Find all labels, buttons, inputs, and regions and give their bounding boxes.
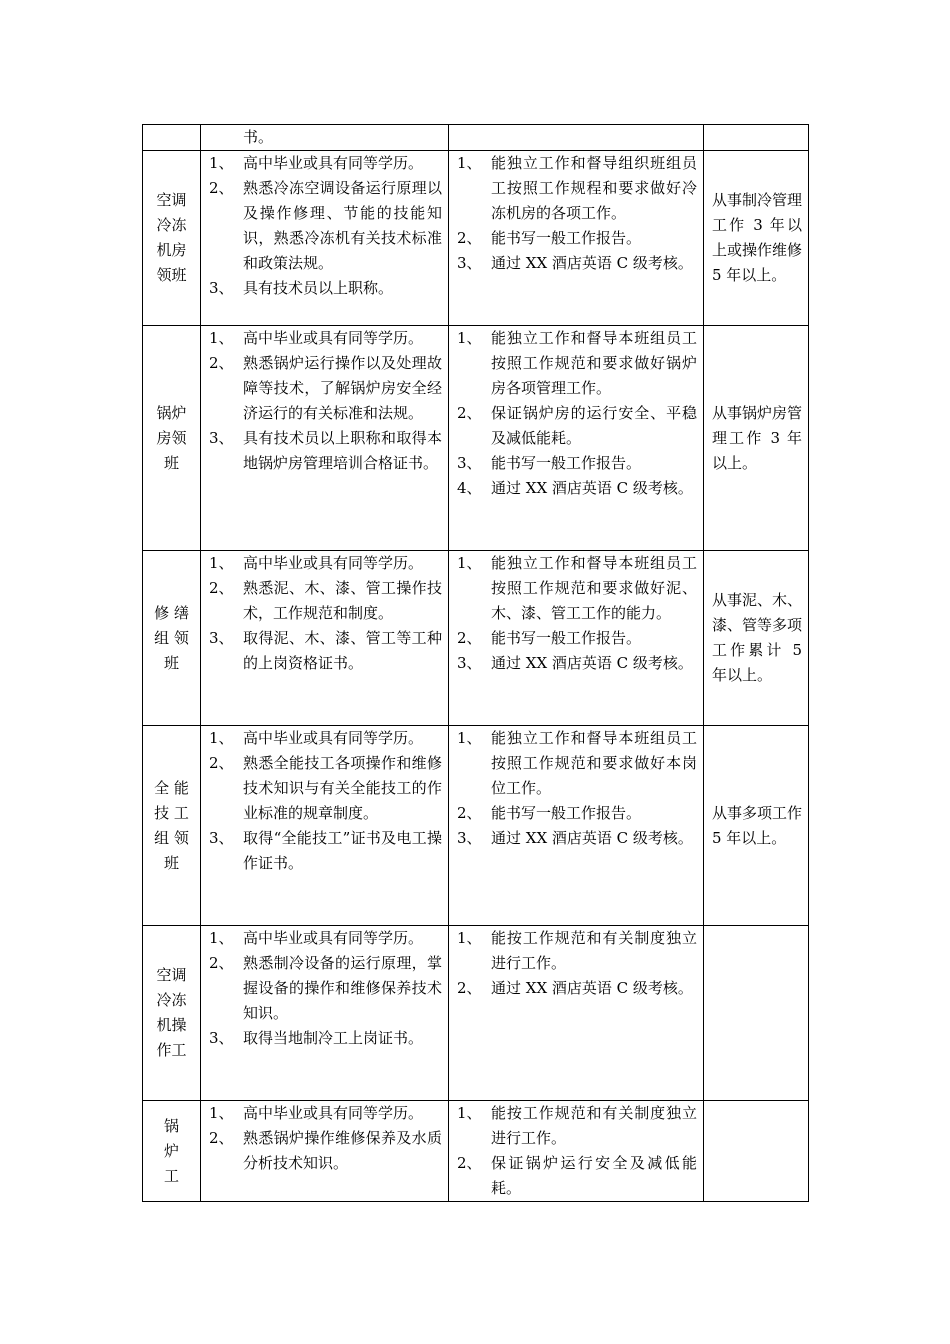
list-item <box>201 276 448 301</box>
qualification-list <box>201 726 448 876</box>
list-item-text: 能书写一般工作报告。 <box>491 454 642 472</box>
list-item-text: 高中毕业或具有同等学历。 <box>243 929 424 947</box>
ability-cell <box>449 1101 704 1202</box>
qualification-cell <box>201 551 449 726</box>
list-item-text: 熟悉全能技工各项操作和维修技术知识与有关全能技工的作业标准的规章制度。 <box>243 754 442 822</box>
list-item-text: 能按工作规范和有关制度独立进行工作。 <box>491 1104 697 1147</box>
list-item-text: 保证锅炉运行安全及减低能耗。 <box>491 1154 697 1197</box>
table-row <box>143 926 809 1101</box>
list-item-number: 2、 <box>209 579 234 597</box>
list-item <box>449 451 703 476</box>
list-item-text: 高中毕业或具有同等学历。 <box>243 329 424 347</box>
list-item-text: 高中毕业或具有同等学历。 <box>243 554 424 572</box>
position-title-line: 修 缮 <box>154 603 189 622</box>
position-title-cell <box>143 1101 201 1202</box>
list-item-text: 通过 XX 酒店英语 C 级考核。 <box>491 829 693 847</box>
qualification-list <box>201 1101 448 1176</box>
list-item-number: 1、 <box>457 554 482 572</box>
list-item-number: 3、 <box>457 254 482 272</box>
list-item-text: 熟悉锅炉操作维修保养及水质分析技术知识。 <box>243 1129 442 1172</box>
list-item <box>449 651 703 676</box>
list-item <box>201 125 448 150</box>
table-row <box>143 125 809 151</box>
list-item-number: 3、 <box>209 1029 234 1047</box>
list-item-text: 能独立工作和督导本班组员工按照工作规范和要求做好锅炉房各项管理工作。 <box>491 329 697 397</box>
ability-cell <box>449 151 704 326</box>
position-title-line: 班 <box>163 653 179 672</box>
ability-cell <box>449 125 704 151</box>
list-item-text: 能书写一般工作报告。 <box>491 229 642 247</box>
list-item <box>449 551 703 626</box>
list-item-text: 取得当地制冷工上岗证书。 <box>243 1029 424 1047</box>
qualification-cell <box>201 125 449 151</box>
list-item-text: 能书写一般工作报告。 <box>491 804 642 822</box>
ability-list <box>449 726 703 851</box>
list-item-number: 1、 <box>457 154 482 172</box>
list-item-text: 取得“全能技工”证书及电工操作证书。 <box>243 829 442 872</box>
qualification-cell <box>201 1101 449 1202</box>
qualification-list <box>201 551 448 676</box>
position-title-line: 冷冻 <box>156 216 187 234</box>
list-item-number: 2、 <box>209 954 234 972</box>
position-title-line: 工 <box>163 1166 179 1185</box>
position-title-line: 作工 <box>156 1041 187 1059</box>
list-item <box>201 1101 448 1126</box>
list-item-number: 1、 <box>209 554 234 572</box>
list-item-number: 1、 <box>457 1104 482 1122</box>
list-item <box>201 1026 448 1051</box>
experience-text: 从事泥、木、漆、管等多项工作累计 5 年以上。 <box>712 591 803 684</box>
position-title-cell <box>143 326 201 551</box>
list-item-text: 具有技术员以上职称和取得本地锅炉房管理培训合格证书。 <box>243 429 442 472</box>
experience-text: 从事锅炉房管理工作 3 年以上。 <box>712 403 803 472</box>
list-item <box>201 726 448 751</box>
list-item-number: 3、 <box>209 429 234 447</box>
ability-cell <box>449 926 704 1101</box>
list-item-text: 具有技术员以上职称。 <box>243 279 394 297</box>
list-item <box>449 326 703 401</box>
list-item-number: 2、 <box>457 229 482 247</box>
list-item-number: 2、 <box>457 979 482 997</box>
list-item-text: 熟悉锅炉运行操作以及处理故障等技术，了解锅炉房安全经济运行的有关标准和法规。 <box>243 354 442 422</box>
position-title-line: 班 <box>163 853 179 872</box>
table-row <box>143 151 809 326</box>
list-item <box>201 751 448 826</box>
list-item-text: 能独立工作和督导本班组员工按照工作规范和要求做好本岗位工作。 <box>491 729 697 797</box>
list-item-text: 高中毕业或具有同等学历。 <box>243 1104 424 1122</box>
list-item-number: 2、 <box>457 629 482 647</box>
list-item <box>449 726 703 801</box>
experience-cell <box>704 151 809 326</box>
ability-list <box>449 151 703 276</box>
list-item <box>201 1126 448 1176</box>
continuation-text: 书。 <box>243 128 274 146</box>
list-item <box>449 476 703 501</box>
list-item-text: 通过 XX 酒店英语 C 级考核。 <box>491 254 693 272</box>
list-item <box>201 151 448 176</box>
position-title-line: 领班 <box>156 266 187 284</box>
list-item-number: 1、 <box>457 729 482 747</box>
list-item-text: 通过 XX 酒店英语 C 级考核。 <box>491 479 693 497</box>
position-title-line: 锅 <box>163 1116 179 1135</box>
list-item-number: 1、 <box>457 329 482 347</box>
list-item-number: 3、 <box>457 654 482 672</box>
experience-cell <box>704 326 809 551</box>
list-item <box>449 401 703 451</box>
list-item-number: 1、 <box>209 154 234 172</box>
list-item-text: 取得泥、木、漆、管工等工种的上岗资格证书。 <box>243 629 442 672</box>
list-item-number: 3、 <box>457 454 482 472</box>
position-title-line: 全 能 <box>154 778 189 797</box>
list-item-number: 1、 <box>209 329 234 347</box>
qualification-list <box>201 326 448 476</box>
list-item <box>449 1101 703 1151</box>
position-title-line: 空调 <box>156 191 187 209</box>
position-title-line: 锅炉 <box>156 403 187 422</box>
list-item-number: 2、 <box>457 1154 482 1172</box>
ability-cell <box>449 726 704 926</box>
list-item-text: 能按工作规范和有关制度独立进行工作。 <box>491 929 697 972</box>
ability-list <box>449 1101 703 1201</box>
qualification-cell <box>201 926 449 1101</box>
list-item <box>201 176 448 276</box>
ability-cell <box>449 551 704 726</box>
list-item <box>201 926 448 951</box>
list-item-number: 2、 <box>457 804 482 822</box>
list-item <box>201 626 448 676</box>
list-item-number: 3、 <box>209 829 234 847</box>
list-item-number: 2、 <box>209 354 234 372</box>
list-item <box>201 551 448 576</box>
list-item-text: 高中毕业或具有同等学历。 <box>243 154 424 172</box>
list-item-number: 3、 <box>209 279 234 297</box>
list-item-text: 能书写一般工作报告。 <box>491 629 642 647</box>
position-title-line: 炉 <box>163 1141 179 1160</box>
position-title-line: 冷冻 <box>156 991 187 1009</box>
list-item-text: 能独立工作和督导组织班组员工按照工作规程和要求做好冷冻机房的各项工作。 <box>491 154 697 222</box>
list-item-number: 1、 <box>457 929 482 947</box>
position-title-cell <box>143 551 201 726</box>
experience-cell <box>704 125 809 151</box>
list-item <box>449 1151 703 1201</box>
list-item <box>201 326 448 351</box>
position-title-line: 技 工 <box>154 803 189 822</box>
list-item <box>449 151 703 226</box>
position-title-cell <box>143 726 201 926</box>
list-item <box>201 951 448 1026</box>
list-item-number: 3、 <box>209 629 234 647</box>
experience-cell <box>704 926 809 1101</box>
position-title-line: 组 领 <box>154 828 189 847</box>
qualification-list <box>201 926 448 1051</box>
list-item <box>201 576 448 626</box>
list-item <box>449 926 703 976</box>
qualification-cell <box>201 151 449 326</box>
list-item-number: 3、 <box>457 829 482 847</box>
experience-cell <box>704 726 809 926</box>
list-item-text: 通过 XX 酒店英语 C 级考核。 <box>491 979 693 997</box>
list-item <box>201 351 448 426</box>
table-row <box>143 551 809 726</box>
list-item-text: 能独立工作和督导本班组员工按照工作规范和要求做好泥、木、漆、管工工作的能力。 <box>491 554 697 622</box>
list-item-number: 4、 <box>457 479 482 497</box>
list-item-text: 熟悉冷冻空调设备运行原理以及操作修理、节能的技能知识，熟悉冷冻机有关技术标准和政策法规。 <box>243 179 442 272</box>
list-item-number: 1、 <box>209 1104 234 1122</box>
position-title-line: 房领 <box>156 428 187 447</box>
table-row <box>143 326 809 551</box>
title-cell <box>143 125 201 151</box>
list-item <box>449 251 703 276</box>
position-title-line: 空调 <box>156 966 187 984</box>
list-item <box>449 626 703 651</box>
list-item-text: 熟悉泥、木、漆、管工操作技术，工作规范和制度。 <box>243 579 442 622</box>
ability-cell <box>449 326 704 551</box>
table-row <box>143 1101 809 1202</box>
ability-list <box>449 551 703 676</box>
ability-list <box>449 926 703 1001</box>
list-item-number: 2、 <box>209 1129 234 1147</box>
qualification-cell <box>201 326 449 551</box>
list-item-text: 保证锅炉房的运行安全、平稳及减低能耗。 <box>491 404 697 447</box>
experience-cell <box>704 1101 809 1202</box>
position-title-line: 班 <box>163 453 179 472</box>
list-item-text: 高中毕业或具有同等学历。 <box>243 729 424 747</box>
position-title-cell <box>143 926 201 1101</box>
list-item-number: 2、 <box>209 754 234 772</box>
experience-text: 从事制冷管理工作 3 年以上或操作维修 5 年以上。 <box>712 191 803 284</box>
position-title-line: 机操 <box>156 1016 187 1034</box>
requirements-table <box>142 124 809 1202</box>
list-item-text: 熟悉制冷设备的运行原理，掌握设备的操作和维修保养技术知识。 <box>243 954 442 1022</box>
list-item-text: 通过 XX 酒店英语 C 级考核。 <box>491 654 693 672</box>
list-item-number: 2、 <box>209 179 234 197</box>
position-title-line: 组 领 <box>154 628 189 647</box>
experience-cell <box>704 551 809 726</box>
position-title-line: 机房 <box>156 241 187 259</box>
list-item-number: 1、 <box>209 929 234 947</box>
qualification-list <box>201 151 448 301</box>
qualification-cell <box>201 726 449 926</box>
list-item <box>201 826 448 876</box>
list-item <box>449 976 703 1001</box>
experience-text: 从事多项工作 5 年以上。 <box>712 803 803 847</box>
list-item <box>449 226 703 251</box>
ability-list <box>449 326 703 501</box>
list-item-number: 2、 <box>457 404 482 422</box>
table-row <box>143 726 809 926</box>
list-item-number: 1、 <box>209 729 234 747</box>
list-item <box>449 801 703 826</box>
list-item <box>201 426 448 476</box>
position-title-cell <box>143 151 201 326</box>
list-item <box>449 826 703 851</box>
